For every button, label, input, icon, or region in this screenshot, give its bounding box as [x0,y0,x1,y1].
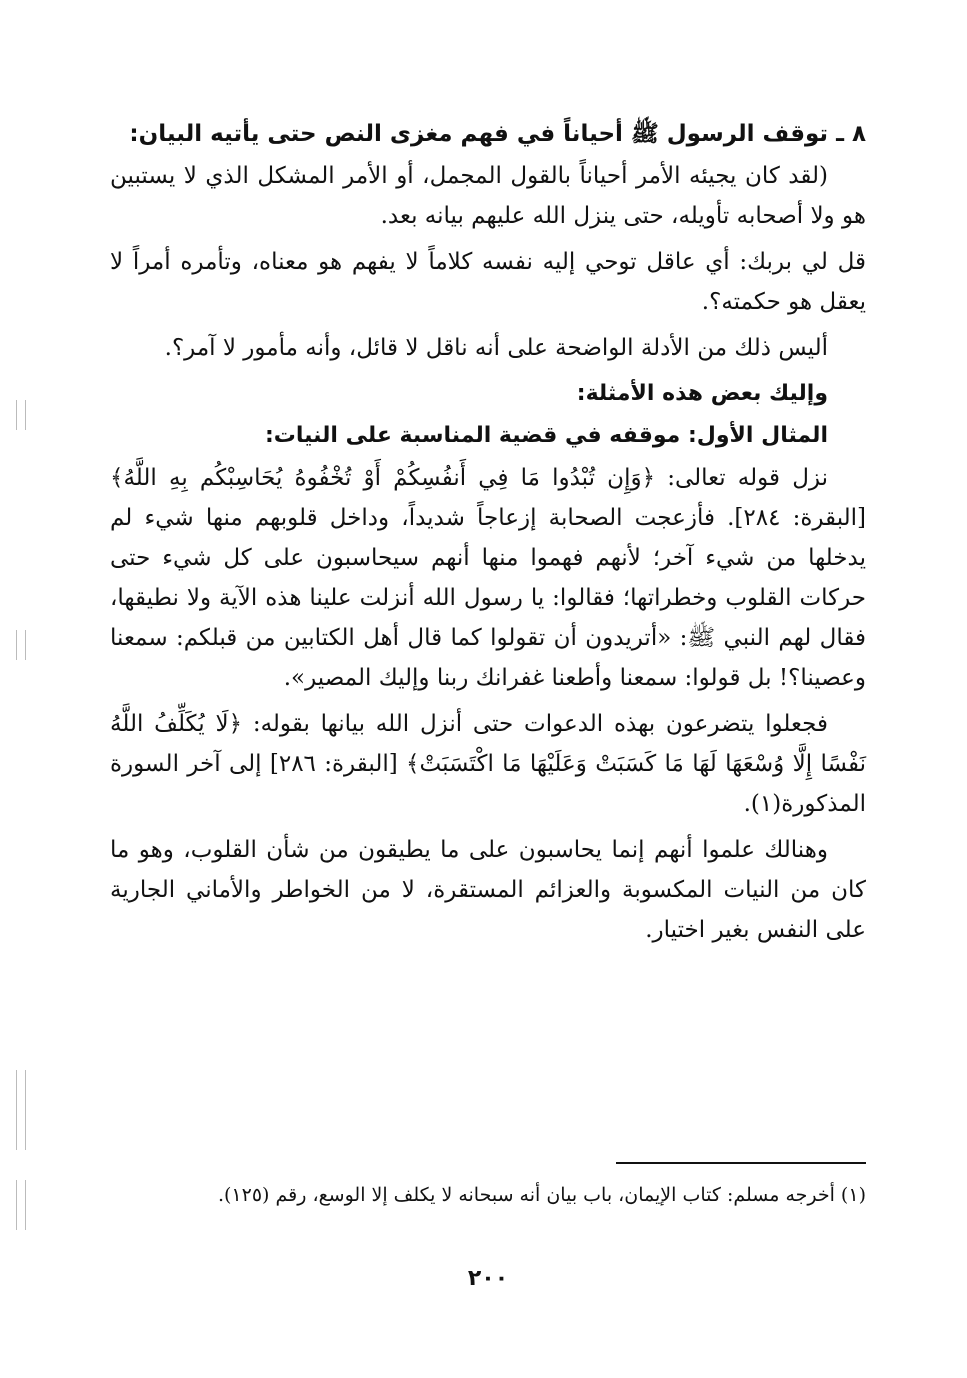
paragraph-conclusion: أليس ذلك من الأدلة الواضحة على أنه ناقل لا قائل، وأنه مأمور لا آمر؟. [164,335,828,361]
examples-heading: وإليك بعض هذه الأمثلة: [576,381,828,406]
paragraph-closing: وهنالك علموا أنهم إنما يحاسبون على ما يطيقون من شأن القلوب، وهو ما كان من النيات المكسوبة والعزائم المستقرة، لا من الخواطر والأماني الجارية على النفس بغير اختيار. [110,837,866,943]
scan-margin-mark-bottom [16,1180,26,1230]
paragraph-quote-intro: (لقد كان يجيئه الأمر أحياناً بالقول المجمل، أو الأمر المشكل الذي لا يستبين هو ولا أصحابه تأويله، حتى ينزل الله عليهم بيانه بعد. [110,163,866,229]
footnote-1: (١) أخرجه مسلم: كتاب الإيمان، باب بيان أنه سبحانه لا يكلف إلا الوسع، رقم (١٢٥). [217,1184,866,1206]
section-heading: ٨ ـ توقف الرسول ﷺ أحياناً في فهم مغزى النص حتى يأتيه البيان: [129,121,866,147]
scan-margin-mark-lower [16,1070,26,1150]
first-example-heading: المثال الأول: موقفه في قضية المناسبة على النيات: [265,423,828,448]
paragraph-question: قل لي بربك: أي عاقل توحي إليه نفسه كلاماً لا يفهم هو معناه، وتأمره أمراً لا يعقل هو حكمته؟. [110,249,866,315]
page-number: ٢٠٠ [467,1266,509,1291]
book-page [110,100,866,1340]
footnote-divider [616,1162,866,1164]
scan-margin-mark-middle [16,630,26,660]
scan-margin-mark-top [16,400,26,430]
paragraph-verse-284: نزل قوله تعالى: ﴿وَإِن تُبْدُوا مَا فِي أَنفُسِكُمْ أَوْ تُخْفُوهُ يُحَاسِبْكُم بِهِ اللَّهُ﴾ [البقرة: ٢٨٤]. فأزعجت الصحابة إزعاجاً شديداً، وداخل قلوبهم منها شيء لم يدخلها من شيء آخر؛ لأنهم فهموا منها أنهم سيحاسبون على كل شيء حتى حركات القلوب وخطراتها؛ فقالوا: يا رسول الله أنزلت علينا هذه الآية ولا نطيقها، فقال لهم النبي ﷺ: «أتريدون أن تقولوا كما قال أهل الكتابين من قبلكم: سمعنا وعصينا؟! بل قولوا: سمعنا وأطعنا غفرانك ربنا وإليك المصير». [110,465,867,691]
paragraph-verse-286: فجعلوا يتضرعون بهذه الدعوات حتى أنزل الله بيانها بقوله: ﴿لَا يُكَلِّفُ اللَّهُ نَفْسًا إِلَّا وُسْعَهَا لَهَا مَا كَسَبَتْ وَعَلَيْهَا مَا اكْتَسَبَتْ﴾ [البقرة: ٢٨٦] إلى آخر السورة المذكورة(١). [110,711,867,817]
